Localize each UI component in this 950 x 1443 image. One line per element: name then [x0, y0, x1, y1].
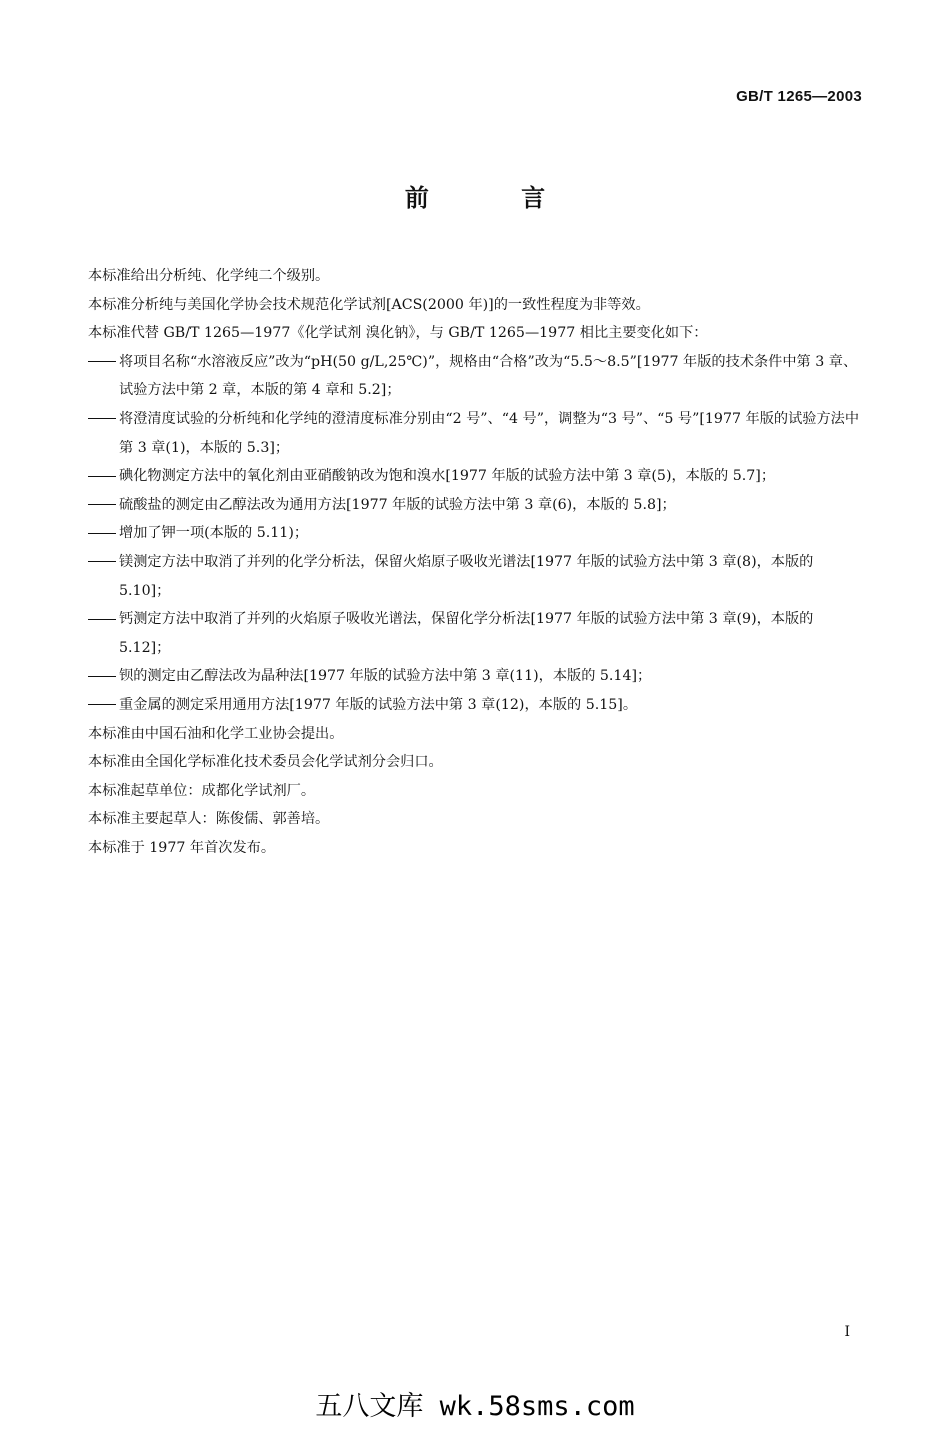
change-item [88, 405, 864, 462]
standard-number: GB/T 1265—2003 [736, 88, 862, 105]
change-item [88, 519, 864, 548]
page-number: I [844, 1324, 850, 1340]
intro-paragraph: 本标准分析纯与美国化学协会技术规范化学试剂[ACS(2000 年)]的一致性程度为非等效。 [88, 296, 650, 313]
change-item-text: 将澄清度试验的分析纯和化学纯的澄清度标准分别由“2 号”、“4 号”，调整为“3 号”、“5 号”[1977 年版的试验方法中第 3 章(1)，本版的 5.3]； [119, 410, 860, 456]
change-item-text: 镁测定方法中取消了并列的化学分析法，保留火焰原子吸收光谱法[1977 年版的试验方法中第 3 章(8)，本版的 5.10]； [119, 553, 814, 599]
dash-marker [88, 348, 119, 377]
change-item [88, 348, 864, 405]
intro-paragraph: 本标准给出分析纯、化学纯二个级别。 [88, 268, 330, 284]
closing-paragraph: 本标准主要起草人：陈俊儒、郭善培。 [88, 811, 330, 828]
change-item [88, 605, 864, 662]
change-item-text: 碘化物测定方法中的氧化剂由亚硝酸钠改为饱和溴水[1977 年版的试验方法中第 3 章(5)，本版的 5.7]； [119, 468, 776, 485]
dash-marker [88, 462, 119, 491]
change-item [88, 691, 864, 720]
closing-paragraph: 本标准由中国石油和化学工业协会提出。 [88, 725, 344, 742]
change-item-text: 将项目名称“水溶液反应”改为“pH(50 g/L,25℃)”，规格由“合格”改为“5.5～8.5”[1977 年版的技术条件中第 3 章、试验方法中第 2 章，本版的第 4 章和 5.2]； [119, 353, 858, 399]
dash-marker [88, 491, 119, 520]
intro-paragraph: 本标准代替 GB/T 1265—1977《化学试剂 溴化钠》，与 GB/T 1265—1977 相比主要变化如下： [88, 325, 708, 342]
change-item-text: 钙测定方法中取消了并列的火焰原子吸收光谱法，保留化学分析法[1977 年版的试验方法中第 3 章(9)，本版的 5.12]； [119, 611, 814, 656]
change-item-text: 重金属的测定采用通用方法[1977 年版的试验方法中第 3 章(12)，本版的 5.15]。 [119, 696, 638, 713]
dash-marker [88, 662, 119, 691]
change-item-text: 钡的测定由乙醇法改为晶种法[1977 年版的试验方法中第 3 章(11)，本版的 5.14]； [119, 668, 652, 685]
change-list [88, 348, 864, 720]
closing-paragraph: 本标准由全国化学标准化技术委员会化学试剂分会归口。 [88, 754, 443, 771]
change-item [88, 662, 864, 691]
dash-marker [88, 605, 119, 634]
dash-marker [88, 691, 119, 720]
dash-marker [88, 405, 119, 434]
change-item [88, 548, 864, 605]
change-item-text: 增加了钾一项(本版的 5.11)； [119, 525, 309, 542]
change-item [88, 462, 864, 491]
dash-marker [88, 519, 119, 548]
watermark-text: 五八文库 wk.58sms.com [315, 1391, 635, 1422]
closing-paragraph: 本标准于 1977 年首次发布。 [88, 839, 276, 856]
dash-marker [88, 548, 119, 577]
change-item-text: 硫酸盐的测定由乙醇法改为通用方法[1977 年版的试验方法中第 3 章(6)，本版的 5.8]； [119, 496, 676, 513]
page-title: 前 言 [404, 184, 588, 212]
closing-paragraph: 本标准起草单位：成都化学试剂厂。 [88, 782, 316, 799]
change-item [88, 491, 864, 520]
foreword-body [88, 262, 864, 862]
